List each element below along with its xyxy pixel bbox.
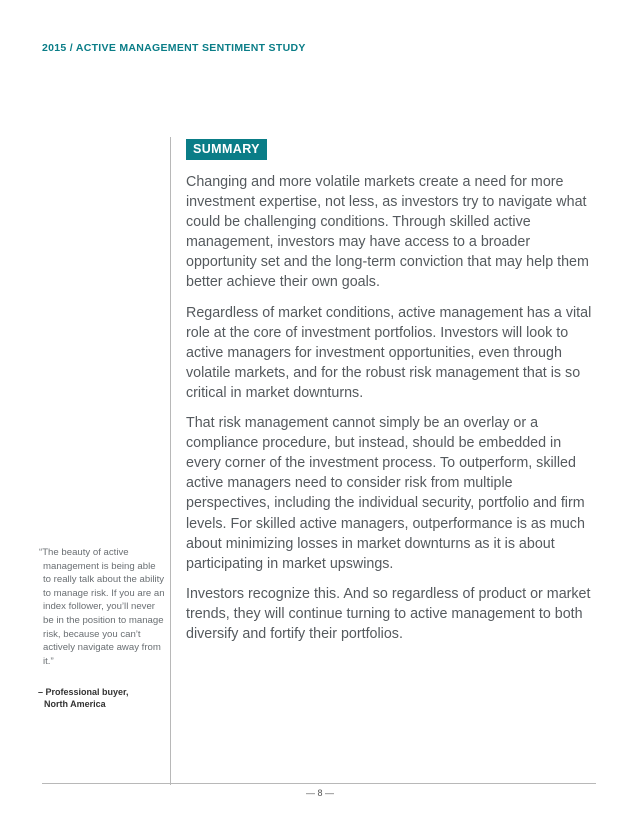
footer-divider bbox=[42, 783, 596, 784]
paragraph: Changing and more volatile markets create a need for more investment expertise, not less, as investors try to navigate what could be challenging conditions. Through skilled active management, investors may have access to a broader opportunity set and the long-term conviction that may help them better achieve their own goals. bbox=[186, 174, 589, 291]
running-header: 2015 / ACTIVE MANAGEMENT SENTIMENT STUDY bbox=[42, 42, 306, 54]
paragraph: That risk management cannot simply be an overlay or a compliance procedure, but instead, should be embedded in every corner of the investment process. To outperform, skilled active managers need to consider risk from multiple perspectives, including the individual security, portfolio and firm levels. For skilled active managers, outperformance is as much about minimizing losses in market downturns as it is about participating in market upswings. bbox=[186, 415, 585, 572]
paragraph: Investors recognize this. And so regardless of product or market trends, they will continue turning to active management to both diversify and fortify their portfolios. bbox=[186, 585, 591, 642]
attribution-role: – Professional buyer, bbox=[38, 687, 129, 697]
vertical-divider bbox=[170, 137, 171, 785]
section-label: SUMMARY bbox=[186, 139, 267, 160]
attribution-region: North America bbox=[44, 698, 106, 709]
quote-attribution bbox=[38, 687, 164, 710]
page-number: — 8 — bbox=[305, 788, 334, 798]
paragraph: Regardless of market conditions, active management has a vital role at the core of investment portfolios. Investors will look to active managers for investment opportunities, even through volatile markets, and for the robust risk management that is so critical in market downturns. bbox=[186, 304, 592, 401]
summary-body bbox=[186, 172, 598, 654]
pull-quote: “The beauty of active management is being able to really talk about the ability to manage risk. If you are an index follower, you’ll never be in the position to manage risk, because you can’t actively navigate away from it.” bbox=[39, 547, 165, 667]
